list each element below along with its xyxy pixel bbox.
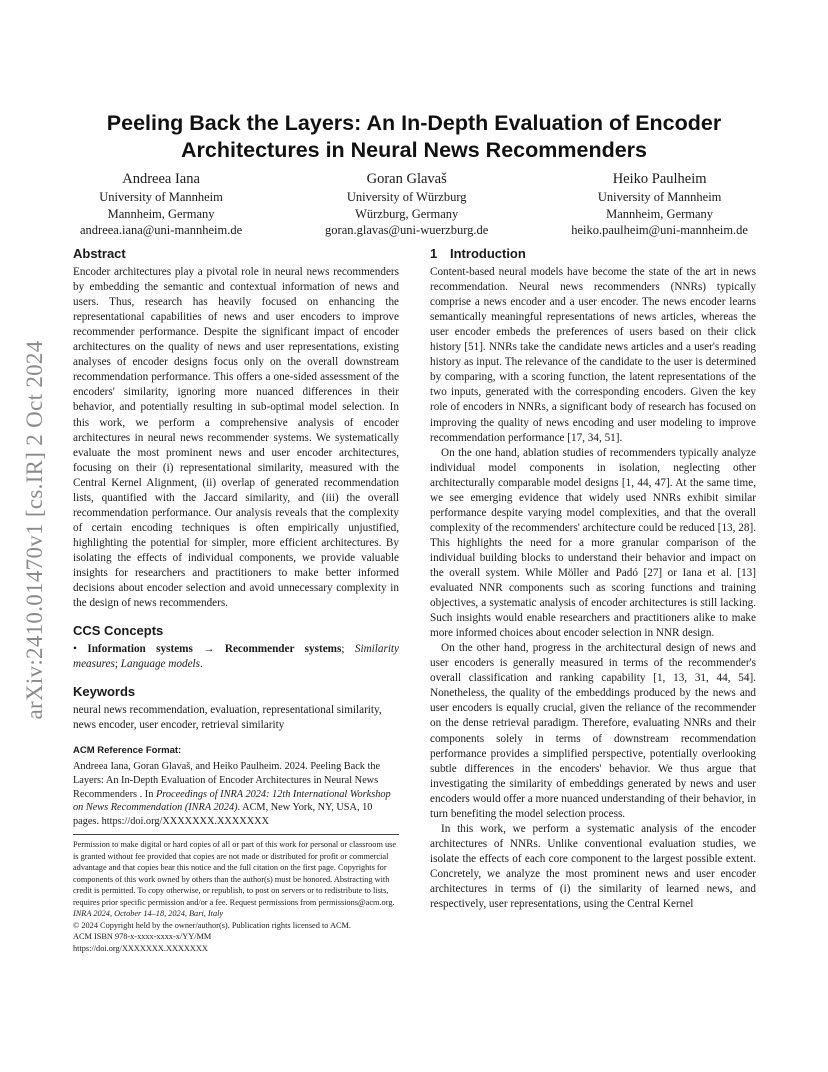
ccs-primary-concept: Information systems → Recommender systems: [87, 643, 342, 656]
ccs-separator: ;: [341, 643, 355, 656]
intro-paragraph: On the other hand, progress in the architectural design of news and user encoders is generally measured in terms of the recommender's overall classification and ranking capability [1, 13, 31, 44, 54]. Nonetheless, the quality of the embeddings produced by the news and user encoders is equally crucial, given the reliance of the recommender on the dense retrieval paradigm. Therefore, evaluating NNRs and their components solely in terms of downstream recommendation performance provides a simplified perspective, potentially overlooking subtle differences in the encoders' behavior. We thus argue that investigating the similarity of embeddings generated by news and user encoders would offer a more nuanced understanding of their behavior, in turn benefiting the model selection process.: [430, 642, 756, 820]
author-name: Heiko Paulheim: [612, 171, 707, 187]
acm-reference-part: Andreea Iana, Goran Glavaš, and Heiko Paulheim. 2024. Peeling Back the Layers: An In-Depth Evaluation of Encoder Architectures in Neural News Recommenders . In: [73, 761, 381, 800]
keywords-text: neural news recommendation, evaluation, representational similarity, news encoder, user encoder, retrieval similarity: [73, 704, 382, 732]
acm-reference-text: [73, 760, 399, 828]
section-title: Introduction: [450, 246, 526, 261]
right-column: [430, 246, 756, 912]
ccs-separator: ;: [114, 658, 121, 671]
intro-paragraph: On the one hand, ablation studies of recommenders typically analyze individual model components in isolation, neglecting other architecturally comparable model designs [1, 44, 47]. At the same time, we see emerging evidence that widely used NNRs exhibit similar performance despite varying model complexities, and that the overall complexity of the recommenders' architecture could be reduced [13, 28]. This highlights the need for a more granular comparison of the individual building blocks to understand their behavior and impact on the overall system. While Möller and Padó [27] or Iana et al. [13] evaluated NNR components such as scoring functions and training objectives, a systematic analysis of encoder architectures is still lacking. Such insights would enable researchers and practitioners alike to make more informed choices about encoder selection in NNR design.: [430, 446, 756, 640]
intro-paragraph: Content-based neural models have become the state of the art in news recommendation. Neural news recommenders (NNRs) typically comprise a news encoder and a user encoder. The news encoder learns semantically meaningful representations of news articles, whereas the user encoder embeds the preferences of users based on their click history [51]. NNRs take the candidate news articles and a user's reading history as input. The relevance of the candidate to the user is determined by comparing, with a scoring function, the latent representations of the two inputs, generated with the corresponding encoders. Given the key role of encoders in NNRs, a significant body of research has focused on improving the quality of news encoding and user modeling to improve recommendation performance [17, 34, 51].: [430, 266, 756, 444]
acm-reference-part: . ACM, New York, NY, USA, 10 pages. https://doi.org/XXXXXXX.XXXXXXX: [73, 802, 373, 827]
section-number: 1: [430, 246, 438, 261]
abstract-text: Encoder architectures play a pivotal role in neural news recommenders by embedding the semantic and contextual information of news and users. Thus, research has heavily focused on enhancing the representational capabilities of news and user encoders to improve recommender performance. Despite the significant impact of encoder architectures on the quality of news and user representations, existing analyses of encoder designs focus only on the overall downstream recommendation performance. This offers a one-sided assessment of the encoders' similarity, ignoring more nuanced differences in their behavior, and potentially resulting in sub-optimal model selection. In this work, we perform a comprehensive analysis of encoder architectures in neural news recommender systems. We systematically evaluate the most prominent news and user encoder architectures, focusing on their (i) representational similarity, measured with the Central Kernel Alignment, (ii) overlap of generated recommendation lists, quantified with the Jaccard similarity, and (iii) the overall recommendation performance. Our analysis reveals that the complexity of certain encoding techniques is often empirically unjustified, highlighting the potential for simpler, more efficient architectures. By isolating the effects of individual components, we provide valuable insights for researchers and practitioners to make better informed decisions about encoder selection and avoid unnecessary complexity in the design of news recommenders.: [73, 266, 399, 610]
ccs-concepts: [73, 642, 399, 672]
arxiv-identifier-text: arXiv:2410.01470v1 [cs.IR] 2 Oct 2024: [22, 340, 47, 720]
author-location: Würzburg, Germany: [355, 206, 459, 221]
author-email: heiko.paulheim@uni-mannheim.de: [571, 223, 748, 237]
keywords-heading: Keywords: [73, 684, 136, 700]
ccs-end: .: [200, 658, 203, 671]
footnote-divider: [73, 834, 399, 835]
ccs-concept-language-models: Language models: [120, 658, 200, 671]
copyright-line: © 2024 Copyright held by the owner/author(s). Publication rights licensed to ACM.: [73, 920, 351, 930]
venue-line: INRA 2024, October 14–18, 2024, Bari, Italy: [73, 909, 224, 918]
acm-reference-proceedings: Proceedings of INRA 2024: 12th International Workshop on News Recommendation (INRA 2024): [73, 788, 391, 814]
permission-text: Permission to make digital or hard copies of all or part of this work for personal or classroom use is granted without fee provided that copies are not made or distributed for profit or commercial advantage and that copies bear this notice and the full citation on the first page. Copyrights for components of this work owned by others than the author(s) must be honored. Abstracting with credit is permitted. To copy otherwise, or republish, to post on servers or to redistribute to lists, requires prior specific permission and/or a fee. Request permissions from permissions@acm.org.: [73, 840, 397, 907]
paper-title: Peeling Back the Layers: An In-Depth Evaluation of Encoder Architectures in Neural News Recommenders: [106, 111, 722, 162]
isbn-line: ACM ISBN 978-x-xxxx-xxxx-x/YY/MM: [73, 932, 212, 941]
author-affiliation: University of Mannheim: [597, 190, 722, 204]
ccs-bullet: •: [73, 643, 77, 656]
intro-paragraph: In this work, we perform a systematic analysis of the encoder architectures of NNRs. Unlike conventional evaluation studies, we isolate the effects of each core component to the largest possible extent. Concretely, we analyze the most prominent news and user encoder architectures in terms of (i) the similarity of learned news, and respectively, user representations, using the Central Kernel: [430, 822, 756, 911]
ccs-concept-similarity: Similarity measures: [73, 643, 400, 671]
author-name: Goran Glavaš: [366, 171, 447, 187]
permission-notice: [73, 839, 399, 954]
author-location: Mannheim, Germany: [107, 206, 215, 221]
author-email: goran.glavas@uni-wuerzburg.de: [325, 223, 489, 237]
author-email: andreea.iana@uni-mannheim.de: [80, 223, 243, 237]
left-column: [73, 246, 399, 828]
acm-reference-heading: ACM Reference Format:: [73, 745, 182, 757]
author-location: Mannheim, Germany: [606, 206, 714, 221]
author-block: [80, 170, 748, 239]
author-affiliation: University of Würzburg: [346, 190, 467, 204]
author-affiliation: University of Mannheim: [99, 190, 223, 204]
abstract-heading: Abstract: [73, 246, 126, 261]
author-1: [80, 170, 242, 239]
author-3: [571, 170, 748, 239]
introduction-heading: [430, 246, 756, 261]
author-name: Andreea Iana: [122, 171, 200, 187]
ccs-heading: CCS Concepts: [73, 623, 164, 639]
author-2: [325, 170, 488, 239]
doi-line: https://doi.org/XXXXXXX.XXXXXXX: [73, 943, 208, 953]
arxiv-identifier: [20, 300, 50, 760]
